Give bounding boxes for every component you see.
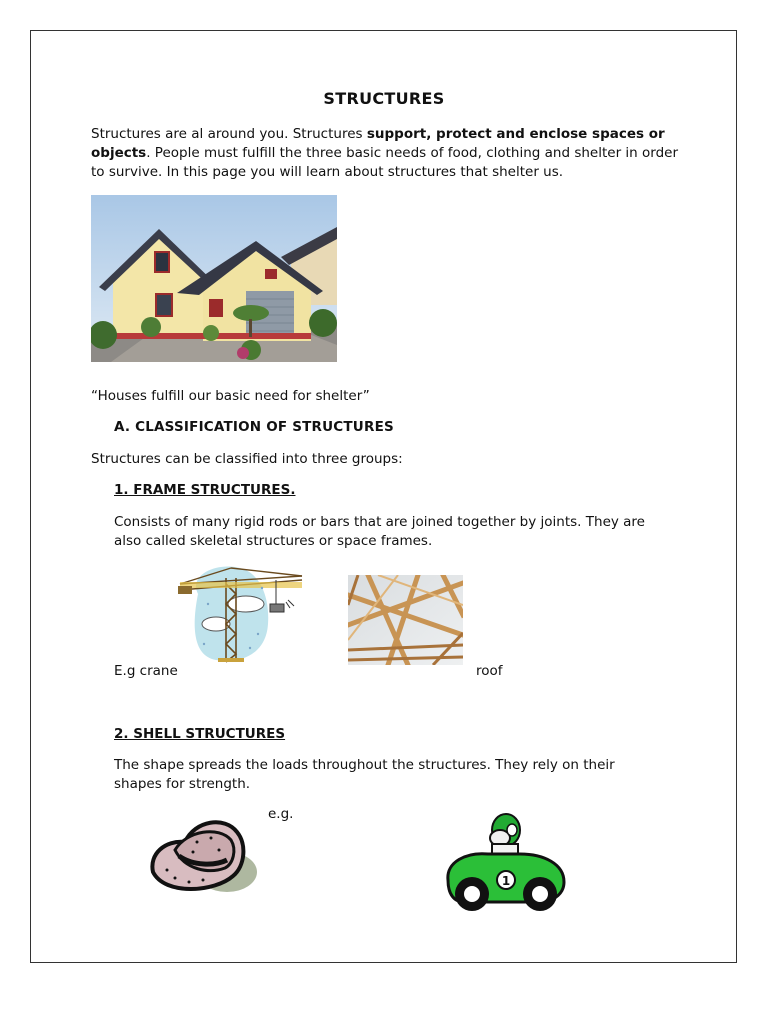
roof-frame-photo [348,575,463,665]
shell-example-label: e.g. [268,806,294,822]
frame-structures-description: Consists of many rigid rods or bars that are joined together by joints. They are also called skeletal structures or space frames. [114,514,645,549]
crane-clipart [178,564,304,664]
crane-example-label: E.g crane [114,663,178,679]
page-title: STRUCTURES [323,89,445,108]
shell-structures-heading: 2. SHELL STRUCTURES [114,726,286,742]
groups-text: Structures can be classified into three groups: [91,451,403,467]
roof-example-label: roof [476,663,503,679]
intro-bold-text: support, protect and enclose spaces or objects [91,126,665,161]
frame-structures-heading: 1. FRAME STRUCTURES. [114,482,296,498]
house-photo [91,195,337,362]
car-number: 1 [501,874,511,888]
intro-text-2: . People must fulfill the three basic needs of food, clothing and shelter in order to survive. In this page you will learn about structures that shelter us. [91,145,679,180]
race-car-clipart [440,810,568,916]
house-caption: “Houses fulfill our basic need for shelter” [91,388,370,404]
section-a-heading: A. CLASSIFICATION OF STRUCTURES [114,419,394,435]
intro-text-1: Structures are al around you. Structures [91,126,367,142]
shell-structures-description: The shape spreads the loads throughout the structures. They rely on their shapes for strength. [114,757,615,792]
intro-paragraph [91,125,683,182]
hat-clipart [145,810,260,898]
